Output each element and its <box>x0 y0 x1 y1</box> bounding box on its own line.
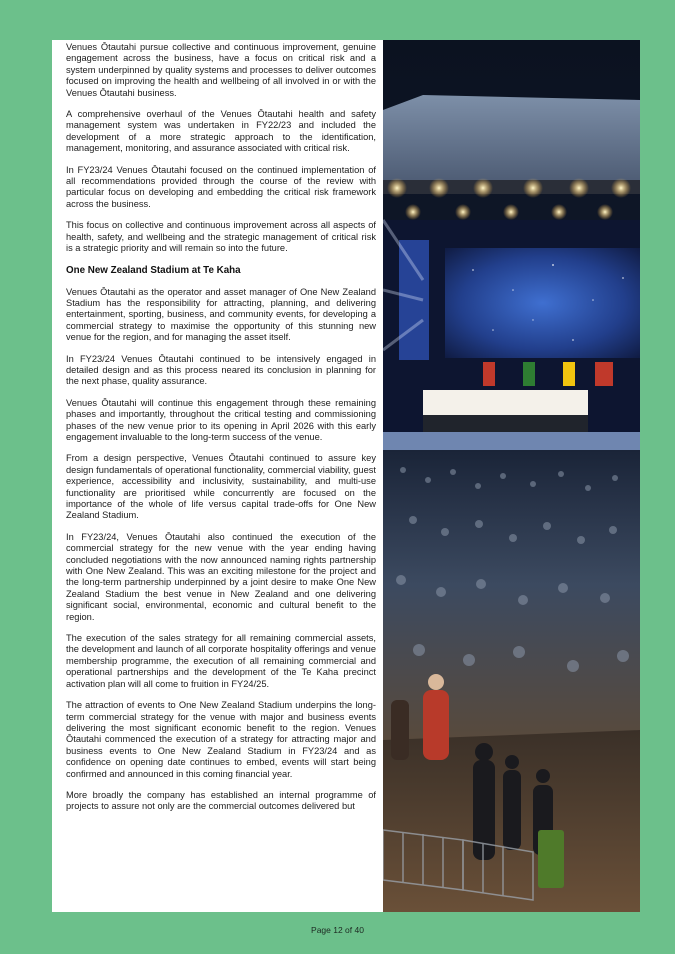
paragraph: This focus on collective and continuous improvement across all aspects of health, safety, and wellbeing and the strategic management of critical risk is a strategic priority and will remain so into the future. <box>66 220 376 254</box>
paragraph: In FY23/24, Venues Ōtautahi also continued the execution of the commercial strategy for the new venue with the year ending having concluded negotiations with the now announced naming rights partnership with One New Zealand. This was an exciting milestone for the project and the long-term partnership underpinned by a joint desire to make One New Zealand Stadium the best venue in New Zealand and one delivering significant social, environmental, economic and cultural benefit to the region. <box>66 531 376 622</box>
stadium-concert-photo <box>383 40 640 912</box>
paragraph: From a design perspective, Venues Ōtautahi continued to assure key design fundamentals of operational functionality, commercial viability, guest experience, accessibility and inclusivity, sustainability, and multi-use functionality are prioritised while concurrently are focused on the importance of the whole of life versus capital trade-offs for One New Zealand Stadium. <box>66 453 376 521</box>
paragraph: In FY23/24 Venues Ōtautahi continued to be intensively engaged in detailed design and as this process neared its conclusion in planning for the next phase, quality assurance. <box>66 353 376 387</box>
paragraph: Venues Ōtautahi will continue this engagement through these remaining phases and importantly, throughout the critical testing and commissioning phases of the new venue prior to its opening in April 2026 with this early engagement invaluable to the long-term success of the venue. <box>66 397 376 442</box>
paragraph: More broadly the company has established an internal programme of projects to assure not only are the commercial outcomes delivered but <box>66 789 376 812</box>
paragraph: In FY23/24 Venues Ōtautahi focused on the continued implementation of all recommendations provided through the course of the review with particular focus on developing and embedding the critical risk framework across the business. <box>66 164 376 209</box>
paragraph: Venues Ōtautahi as the operator and asset manager of One New Zealand Stadium has the responsibility for attracting, planning, and delivering entertainment, sporting, business, and community events, for developing a commercial strategy to maximise the opportunity of this stunning new venue for the region, and for managing the asset itself. <box>66 286 376 343</box>
section-heading: One New Zealand Stadium at Te Kaha <box>66 264 241 276</box>
paragraph: The attraction of events to One New Zealand Stadium underpins the long-term commercial strategy for the venue with major and business events delivering the most significant economic benefit to the region. Venues Ōtautahi commenced the execution of a strategy for attracting major and business events to One New Zealand Stadium in FY23/24 and as confidence on opening date continues to embed, events will start being confirmed and announced in this coming financial year. <box>66 700 376 779</box>
paragraph: The execution of the sales strategy for all remaining commercial assets, the development and launch of all corporate hospitality offerings and venue membership programme, the execution of all remaining commercial and operational partnerships and the development of the Te Kaha precinct activation plan will all come to fruition in FY24/25. <box>66 633 376 689</box>
page-number: Page 12 of 40 <box>311 925 364 935</box>
concert-crowd-image <box>383 40 640 912</box>
body-text-column <box>66 42 376 823</box>
document-page <box>52 40 640 912</box>
paragraph: Venues Ōtautahi pursue collective and continuous improvement, genuine engagement across the business, have a focus on critical risk and a system underpinned by quality systems and processes to deliver outcomes focused on improving the health and wellbeing of all involved in or with the Venues Ōtautahi business. <box>66 42 376 98</box>
paragraph: A comprehensive overhaul of the Venues Ōtautahi health and safety management system was undertaken in FY22/23 and included the development of a more strategic approach to the identification, management, monitoring, and assurance associated with critical risk. <box>66 109 376 154</box>
